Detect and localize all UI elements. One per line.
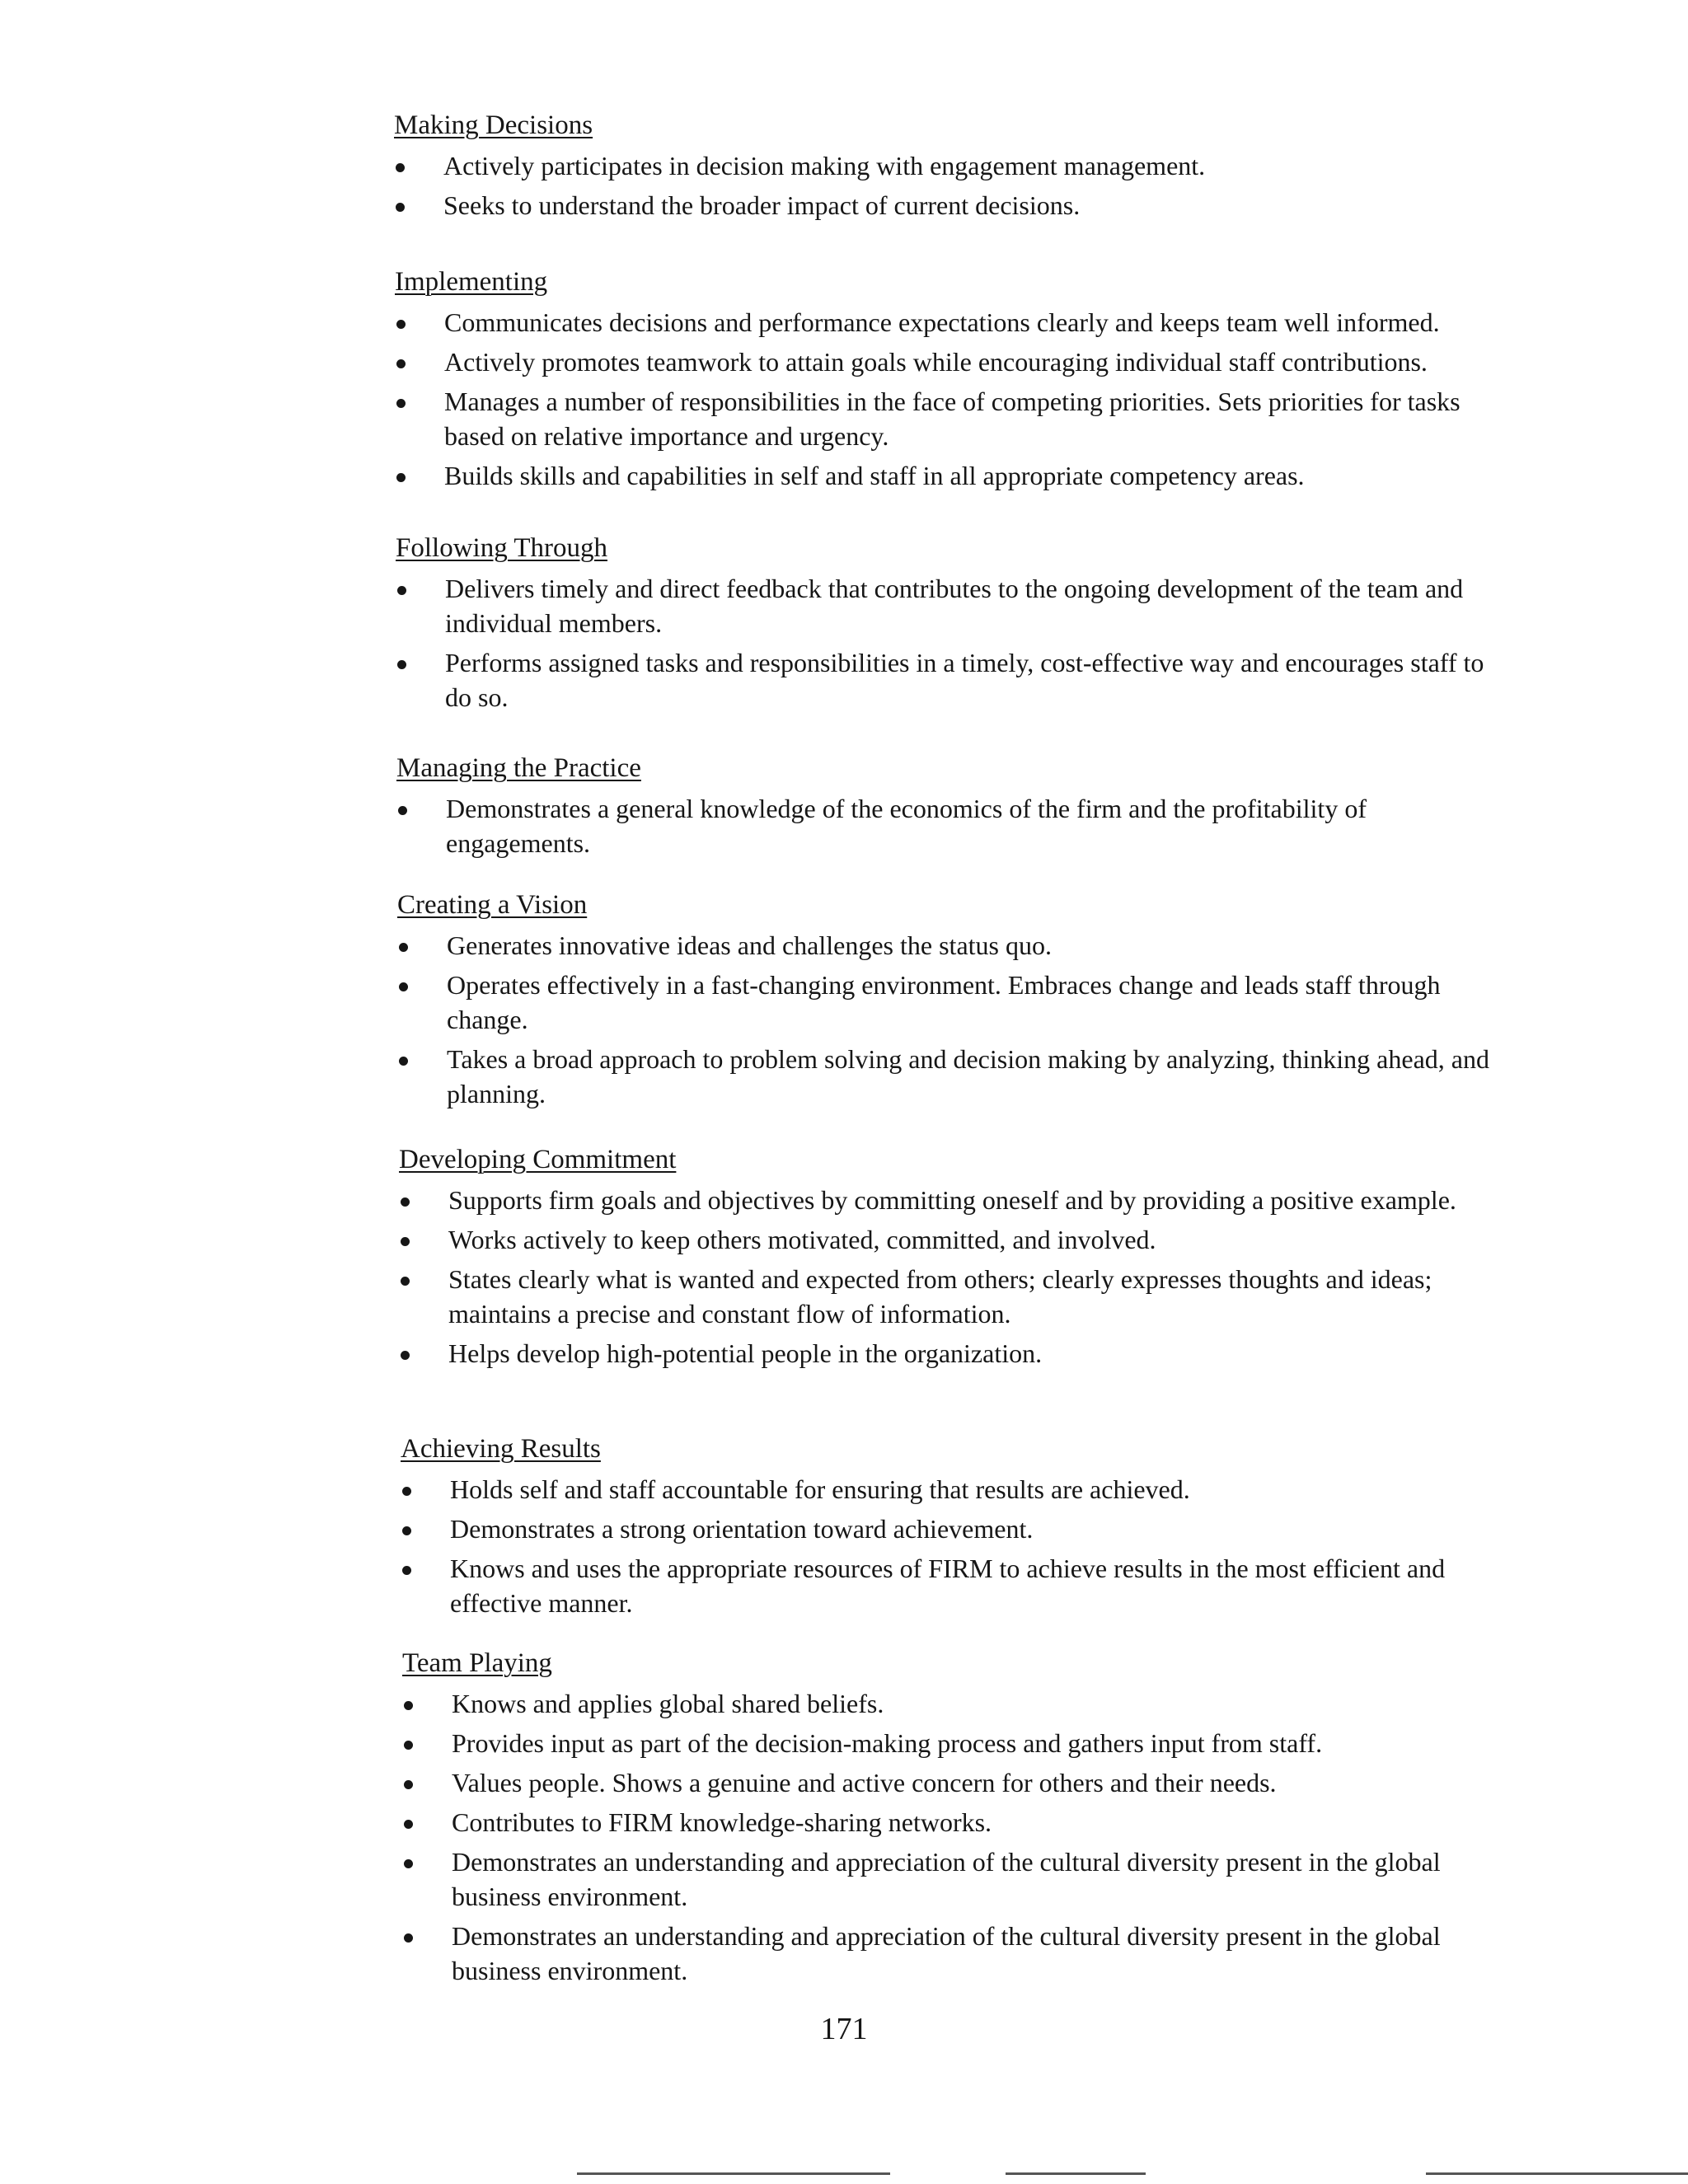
section-heading: Developing Commitment: [399, 1145, 677, 1174]
list-item: [399, 1183, 1495, 1217]
section-heading: Making Decisions: [394, 110, 593, 140]
list-item: [402, 1844, 1498, 1914]
section-heading: Implementing: [395, 267, 548, 297]
section-heading: Team Playing: [402, 1648, 552, 1678]
list-item-text: Knows and uses the appropriate resources of FIRM to achieve results in the most efficient and effective manner.: [450, 1554, 1446, 1618]
bullet-list: [397, 928, 1493, 1111]
page-number: 171: [820, 2012, 868, 2046]
list-item-text: Demonstrates an understanding and appreciation of the cultural diversity present in the global business environment.: [452, 1847, 1441, 1911]
section-implementing: [395, 264, 1491, 493]
list-item: [394, 148, 1490, 183]
section-achieving-results: [401, 1431, 1497, 1620]
scan-edge-line: [577, 2172, 890, 2175]
list-item: [402, 1686, 1498, 1721]
bullet-icon: [396, 320, 406, 329]
list-item-text: Operates effectively in a fast-changing environment. Embraces change and leads staff through change.: [447, 970, 1441, 1034]
bullet-icon: [399, 1057, 408, 1066]
list-item-text: Actively promotes teamwork to attain goals while encouraging individual staff contributions.: [444, 347, 1428, 377]
list-item-text: Provides input as part of the decision-making process and gathers input from staff.: [452, 1728, 1323, 1758]
bullet-icon: [398, 806, 407, 815]
list-item: [396, 645, 1492, 715]
bullet-icon: [404, 1933, 413, 1943]
list-item: [397, 928, 1493, 963]
bullet-icon: [401, 1197, 410, 1207]
bullet-icon: [397, 586, 406, 595]
bullet-list: [402, 1686, 1498, 1988]
list-item-text: Demonstrates a general knowledge of the economics of the firm and the profitability of engagements.: [446, 794, 1367, 858]
list-item: [402, 1805, 1498, 1840]
bullet-icon: [399, 982, 408, 991]
list-item-text: States clearly what is wanted and expected from others; clearly expresses thoughts and ideas; maintains a precise and constant flow of information.: [448, 1264, 1432, 1329]
bullet-icon: [401, 1277, 410, 1286]
section-heading: Following Through: [396, 533, 607, 563]
section-developing-commitment: [399, 1141, 1495, 1371]
list-item: [399, 1336, 1495, 1371]
list-item-text: Generates innovative ideas and challenges the status quo.: [447, 930, 1052, 960]
bullet-icon: [396, 399, 406, 408]
list-item: [402, 1919, 1498, 1988]
list-item: [397, 1042, 1493, 1111]
list-item-text: Demonstrates a strong orientation toward achievement.: [450, 1514, 1034, 1544]
bullet-icon: [402, 1526, 411, 1535]
bullet-list: [401, 1472, 1497, 1620]
list-item-text: Seeks to understand the broader impact of current decisions.: [443, 190, 1081, 220]
bullet-icon: [399, 943, 408, 952]
bullet-list: [394, 148, 1490, 223]
list-item: [395, 384, 1491, 453]
list-item: [396, 571, 1492, 640]
bullet-list: [396, 571, 1492, 715]
list-item: [395, 458, 1491, 493]
list-item: [397, 968, 1493, 1037]
list-item-text: Contributes to FIRM knowledge-sharing networks.: [452, 1807, 992, 1837]
list-item-text: Supports firm goals and objectives by committing oneself and by providing a positive example.: [448, 1185, 1456, 1215]
list-item: [401, 1472, 1497, 1507]
list-item-text: Knows and applies global shared beliefs.: [452, 1689, 884, 1718]
bullet-list: [396, 791, 1493, 860]
bullet-icon: [401, 1351, 410, 1360]
scan-edge-line: [1426, 2172, 1688, 2175]
list-item-text: Values people. Shows a genuine and active concern for others and their needs.: [452, 1768, 1277, 1797]
list-item: [396, 791, 1493, 860]
list-item-text: Demonstrates an understanding and appreciation of the cultural diversity present in the global business environment.: [452, 1921, 1441, 1985]
bullet-icon: [396, 359, 406, 368]
list-item-text: Builds skills and capabilities in self and staff in all appropriate competency areas.: [444, 461, 1305, 490]
section-heading: Achieving Results: [401, 1434, 601, 1464]
list-item: [401, 1551, 1497, 1620]
list-item-text: Communicates decisions and performance expectations clearly and keeps team well informed.: [444, 307, 1440, 337]
list-item: [402, 1726, 1498, 1760]
section-heading: Creating a Vision: [397, 890, 588, 920]
list-item-text: Holds self and staff accountable for ensuring that results are achieved.: [450, 1474, 1190, 1504]
bullet-icon: [404, 1780, 413, 1789]
scan-edge-line: [1006, 2172, 1146, 2175]
list-item: [399, 1222, 1495, 1257]
list-item-text: Helps develop high-potential people in the organization.: [448, 1338, 1043, 1368]
bullet-icon: [401, 1237, 410, 1246]
list-item-text: Manages a number of responsibilities in the face of competing priorities. Sets priorities for tasks based on relative importance and urgency.: [444, 387, 1461, 451]
list-item-text: Delivers timely and direct feedback that contributes to the ongoing development of the team and individual members.: [445, 574, 1464, 638]
list-item-text: Works actively to keep others motivated, committed, and involved.: [448, 1225, 1156, 1254]
bullet-icon: [404, 1741, 413, 1750]
list-item-text: Actively participates in decision making with engagement management.: [443, 151, 1206, 180]
section-creating-a-vision: [397, 887, 1493, 1111]
list-item: [401, 1511, 1497, 1546]
list-item-text: Performs assigned tasks and responsibilities in a timely, cost-effective way and encourages staff to do so.: [445, 648, 1484, 712]
bullet-icon: [404, 1859, 413, 1868]
list-item: [394, 188, 1490, 223]
bullet-icon: [396, 473, 406, 482]
list-item: [399, 1262, 1495, 1331]
section-making-decisions: [394, 107, 1490, 223]
list-item: [395, 344, 1491, 379]
bullet-icon: [402, 1487, 411, 1496]
bullet-icon: [404, 1701, 413, 1710]
list-item: [402, 1765, 1498, 1800]
bullet-icon: [397, 660, 406, 669]
section-heading: Managing the Practice: [396, 753, 641, 783]
bullet-icon: [396, 163, 405, 172]
list-item: [395, 305, 1491, 340]
section-team-playing: [402, 1645, 1498, 1988]
bullet-icon: [402, 1566, 411, 1575]
bullet-list: [395, 305, 1491, 493]
section-managing-the-practice: [396, 750, 1493, 860]
bullet-list: [399, 1183, 1495, 1371]
bullet-icon: [404, 1820, 413, 1829]
bullet-icon: [396, 203, 405, 212]
list-item-text: Takes a broad approach to problem solving and decision making by analyzing, thinking ahead, and planning.: [447, 1044, 1489, 1108]
section-following-through: [396, 530, 1492, 715]
